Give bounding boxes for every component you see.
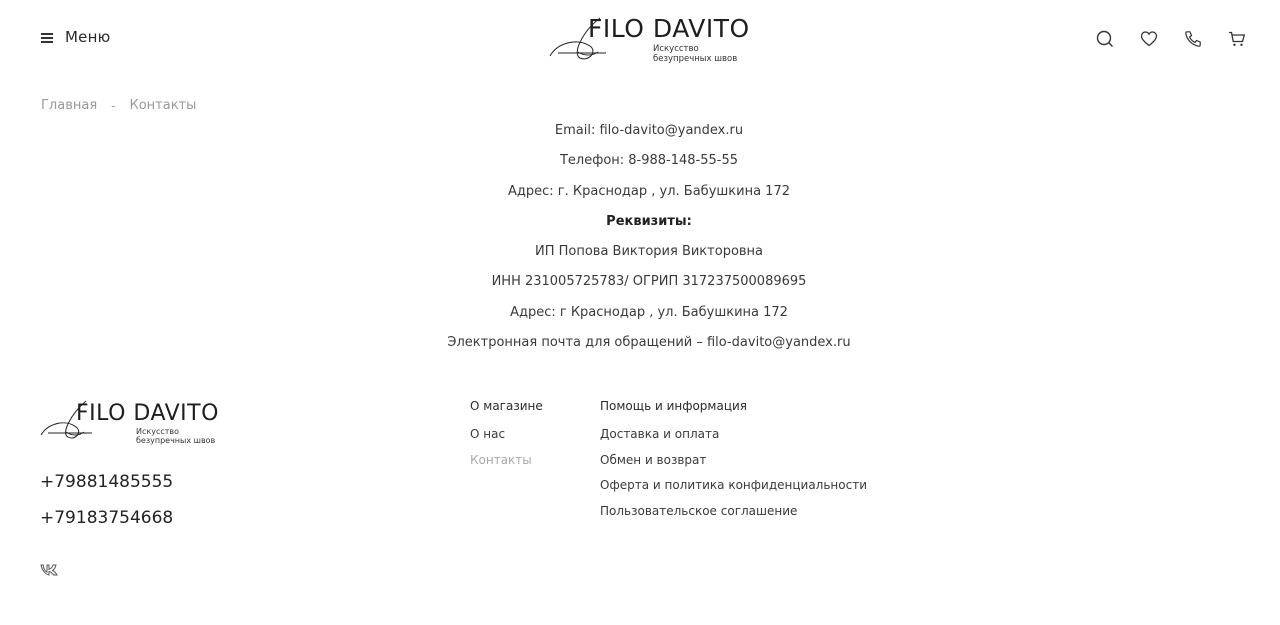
footer-logo-subtitle-line1: Искусство: [136, 427, 180, 436]
footer-help-column: [600, 399, 867, 529]
footer-phones: [40, 471, 173, 543]
requisites-address: Адрес: г Краснодар , ул. Бабушкина 172: [510, 304, 788, 320]
footer-phone-1[interactable]: +79881485555: [40, 472, 174, 492]
heart-icon[interactable]: [1140, 30, 1158, 48]
breadcrumb-separator: -: [111, 98, 116, 113]
menu-label: Меню: [65, 28, 111, 46]
header-icons: [1096, 30, 1246, 48]
inn-ogrip: ИНН 231005725783/ ОГРИП 317237500089695: [491, 274, 807, 290]
breadcrumb-current: Контакты: [129, 98, 197, 113]
contact-address: Адрес: г. Краснодар , ул. Бабушкина 172: [507, 183, 790, 199]
hamburger-icon: [41, 31, 55, 43]
logo-title: FILO DAVITO: [588, 14, 750, 43]
entrepreneur-name: ИП Попова Виктория Викторовна: [534, 244, 764, 260]
logo-subtitle-line2: безупречных швов: [653, 54, 738, 64]
footer-shop-column: [470, 399, 543, 478]
footer-logo[interactable]: [40, 397, 230, 449]
contact-email: Email: filo-davito@yandex.ru: [554, 123, 744, 138]
header-logo[interactable]: [548, 12, 753, 70]
logo-subtitle: [653, 44, 737, 64]
footer-link-contacts[interactable]: Контакты: [470, 452, 532, 467]
logo-subtitle-line1: Искусство: [653, 44, 699, 54]
menu-button[interactable]: [41, 28, 110, 46]
footer-link-returns[interactable]: Обмен и возврат: [600, 452, 707, 467]
footer-link-agreement[interactable]: Пользовательское соглашение: [600, 503, 798, 518]
vk-icon[interactable]: [40, 563, 58, 577]
footer-logo-subtitle: [136, 427, 215, 445]
breadcrumb: [41, 98, 196, 113]
footer-link-about[interactable]: О нас: [470, 427, 506, 441]
footer-link-offer[interactable]: Оферта и политика конфиденциальности: [600, 478, 867, 492]
footer-phone-2[interactable]: +79183754668: [40, 508, 174, 528]
contact-phone: Телефон: 8-988-148-55-55: [559, 153, 739, 169]
footer-help-heading: Помощь и информация: [600, 399, 748, 413]
footer-link-delivery[interactable]: Доставка и оплата: [600, 427, 720, 441]
footer-logo-title: FILO DAVITO: [76, 401, 219, 426]
search-icon[interactable]: [1096, 30, 1114, 48]
appeal-email: Электронная почта для обращений – filo-davito@yandex.ru: [447, 335, 851, 351]
phone-icon[interactable]: [1184, 30, 1202, 48]
contacts-block: [400, 121, 898, 363]
cart-icon[interactable]: [1228, 30, 1246, 48]
breadcrumb-home[interactable]: Главная: [41, 98, 98, 113]
footer-shop-heading: О магазине: [470, 399, 543, 413]
requisites-title: Реквизиты:: [606, 213, 692, 229]
footer-logo-subtitle-line2: безупречных швов: [136, 436, 216, 445]
